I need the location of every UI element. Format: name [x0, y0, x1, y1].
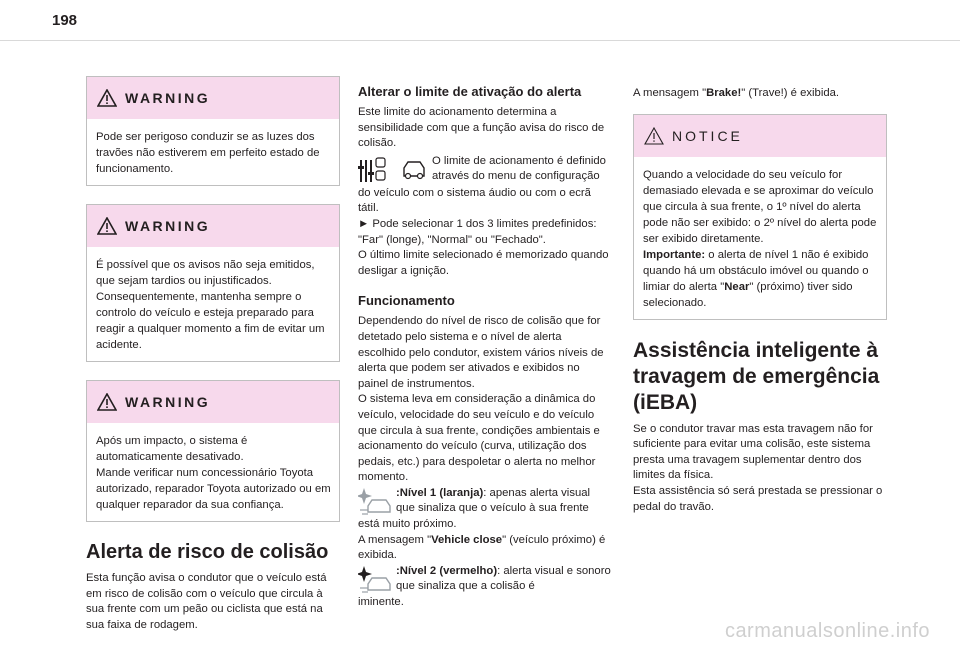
- warning-triangle-icon: [97, 217, 117, 235]
- settings-menu-icon: [358, 154, 428, 186]
- column-2: [358, 84, 612, 611]
- column-1: [86, 76, 340, 633]
- section-heading: Funcionamento: [358, 293, 455, 309]
- paragraph: iminente.: [358, 596, 404, 609]
- notice-box: [633, 114, 887, 320]
- paragraph: O sistema leva em consideração a dinâmica do veículo, velocidade do seu veículo e do veículo que circula à sua frente, condições ambientais e acionamento do veículo (curva, utilização dos pedais, etc.) para despoletar o alerta no melhor momento.: [358, 393, 600, 484]
- near-label: Near: [724, 280, 750, 293]
- paragraph: ► Pode selecionar 1 dos 3 limites predefinidos: "Far" (longe), "Normal" ou "Fechado".: [358, 217, 597, 246]
- notice-title: NOTICE: [672, 127, 743, 144]
- section-heading: Alterar o limite de ativação do alerta: [358, 84, 582, 99]
- alert-level-1: [396, 486, 612, 517]
- text: " (veículo próximo) é exibida.: [358, 533, 606, 562]
- paragraph: Se o condutor travar mas esta travagem não for suficiente para evitar uma colisão, este sistema presta uma travagem suplementar dentro dos limites da física.: [633, 422, 873, 482]
- message-label: Brake!: [706, 87, 742, 99]
- section-heading: Alerta de risco de colisão: [86, 541, 329, 563]
- message-label: Vehicle close: [431, 533, 503, 546]
- paragraph: Dependendo do nível de risco de colisão que for detetado pelo sistema e o nível de alerta escolhido pelo condutor, existem vários níveis de alerta que podem ser ativados e exibidos no painel de instrumentos.: [358, 315, 604, 390]
- level-label: :Nível 2 (vermelho): [396, 564, 498, 577]
- level-text: : alerta visual e sonoro que sinaliza que a colisão é: [396, 564, 611, 593]
- warning-text: Pode ser perigoso conduzir se as luzes dos travões não estiverem em perfeito estado de funcionamento.: [96, 131, 320, 175]
- collision-alert-icon: [358, 486, 394, 516]
- paragraph: do veículo com o sistema áudio ou com o ecrã tátil.: [358, 186, 591, 215]
- warning-header: [87, 205, 339, 247]
- notice-text: [643, 247, 878, 311]
- top-divider: [0, 40, 960, 41]
- warning-title: WARNING: [125, 394, 211, 410]
- paragraph: O último limite selecionado é memorizado quando desligar a ignição.: [358, 249, 609, 277]
- text: " (Trave!) é exibida.: [741, 87, 840, 99]
- level-text: : apenas alerta visual que sinaliza que o veículo à sua frente: [396, 486, 591, 515]
- paragraph: Este limite do acionamento determina a sensibilidade com que a função avisa do risco de colisão.: [358, 106, 605, 150]
- warning-text: É possível que os avisos não seja emitidos, que sejam tardios ou injustificados. Consequentemente, mantenha sempre o controlo do veículo e esteja preparado para reagir a qualquer momento a fim de evitar um acidente.: [96, 259, 325, 351]
- paragraph: Esta assistência só será prestada se pressionar o pedal do travão.: [633, 484, 883, 513]
- text: A mensagem ": [358, 533, 432, 546]
- warning-title: WARNING: [125, 218, 211, 234]
- warning-box-1: [86, 76, 340, 186]
- section-heading: Assistência inteligente à travagem de emergência (iEBA): [633, 338, 880, 414]
- important-label: Importante:: [643, 248, 706, 261]
- warning-triangle-icon: [97, 89, 117, 107]
- message-paragraph: [633, 86, 887, 102]
- warning-header: [87, 77, 339, 119]
- alert-level-2: [396, 564, 612, 595]
- collision-alert-icon: [358, 564, 394, 594]
- paragraph: está muito próximo.: [358, 518, 457, 531]
- page-number: 198: [52, 12, 78, 29]
- footer-watermark: carmanualsonline.info: [724, 620, 930, 642]
- column-3: [633, 86, 887, 515]
- notice-triangle-icon: [644, 127, 664, 145]
- text: o alerta de nível 1 não é exibido quando há um obstáculo imóvel ou quando o limiar do alerta ": [643, 248, 869, 293]
- warning-text: Após um impacto, o sistema é automaticamente desativado.: [96, 435, 248, 463]
- section-text: Esta função avisa o condutor que o veículo está em risco de colisão com o veículo que circula à sua frente com um peão ou ciclista que está na sua faixa de rodagem.: [86, 572, 327, 631]
- warning-box-2: [86, 204, 340, 362]
- warning-triangle-icon: [97, 393, 117, 411]
- level-label: :Nível 1 (laranja): [396, 486, 484, 499]
- notice-header: [634, 115, 886, 157]
- warning-text: Mande verificar num concessionário Toyota autorizado, reparador Toyota autorizado ou em qualquer reparador da sua confiança.: [96, 467, 331, 511]
- warning-header: [87, 381, 339, 423]
- message-paragraph: [358, 533, 612, 564]
- warning-box-3: [86, 380, 340, 522]
- notice-text: Quando a velocidade do seu veículo for demasiado elevada e se aproximar do veículo que circula à sua frente, o 1º nível do alerta pode não ser exibido: o 2º nível do alerta pode ser exibido diretamente.: [643, 168, 877, 245]
- paragraph: O limite de acionamento é definido através do menu de configuração: [432, 154, 606, 183]
- warning-title: WARNING: [125, 90, 211, 106]
- text: " (próximo) tiver sido selecionado.: [643, 280, 853, 309]
- text: A mensagem ": [633, 87, 707, 99]
